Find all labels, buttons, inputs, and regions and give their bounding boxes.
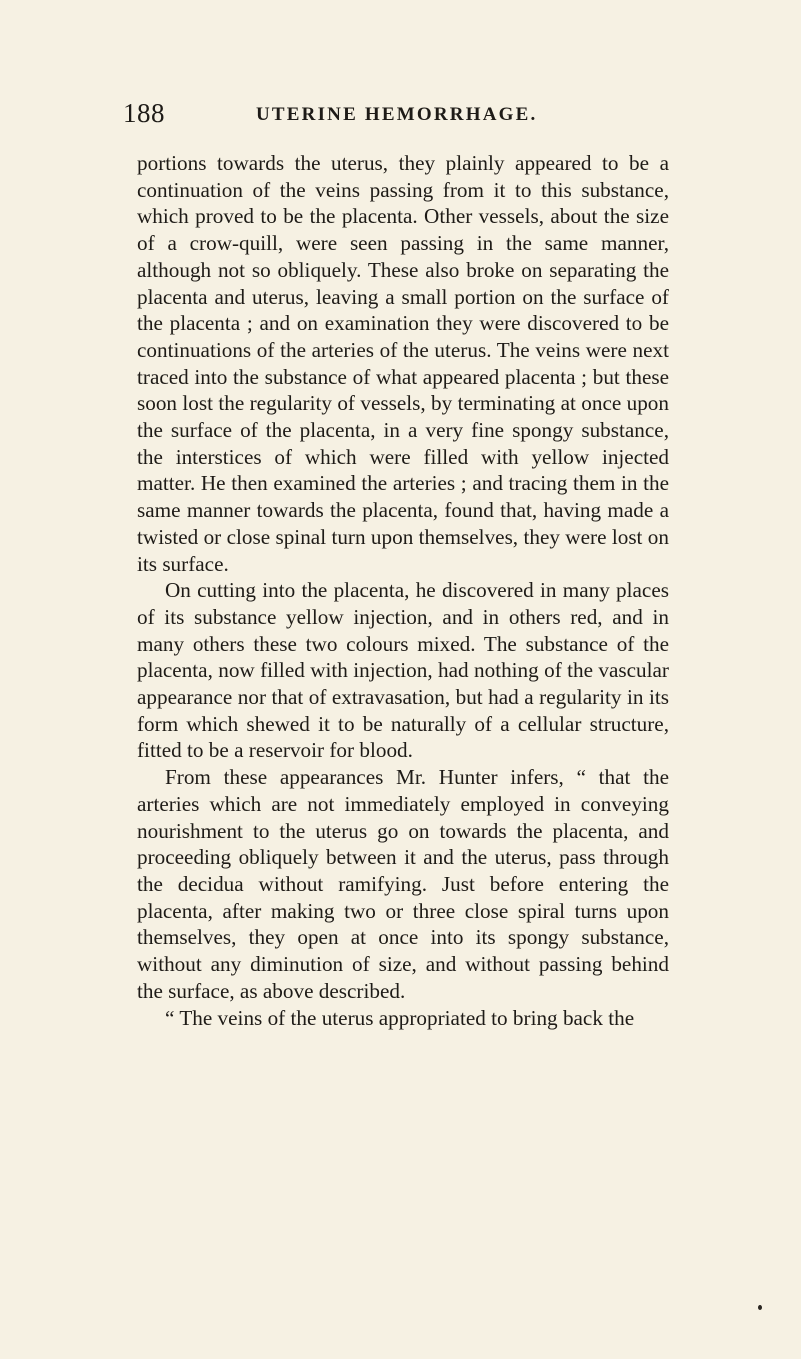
paragraph: From these appearances Mr. Hunter infers, “ that the arteries which are not immediately employed in conveying nourishment to the uterus go on towards the placenta, and proceeding obliquely between it and the uterus, pass through the decidua without ramifying. Just before entering the placenta, after making two or three close spiral turns upon themselves, they open at once into its spongy substance, without any diminution of size, and without passing behind the surface, as above described. xyxy=(137,765,669,1003)
page-header xyxy=(0,98,801,138)
paragraph: “ The veins of the uterus appropriated to bring back the xyxy=(165,1005,635,1030)
print-speck xyxy=(758,1305,762,1310)
paragraph: portions towards the uterus, they plainly appeared to be a continuation of the veins passing from it to this substance, which proved to be the placenta. Other vessels, about the size of a crow-quill, were seen passing in the same manner, although not so obliquely. These also broke on separating the placenta and uterus, leaving a small portion on the surface of the placenta ; and on examination they were discovered to be continuations of the arteries of the uterus. The veins were next traced into the substance of what appeared placenta ; but these soon lost the regularity of vessels, by terminating at once upon the surface of the placenta, in a very fine spongy substance, the interstices of which were filled with yellow injected matter. He then examined the arteries ; and tracing them in the same manner towards the placenta, found that, having made a twisted or close spinal turn upon themselves, they were lost on its surface. xyxy=(137,151,669,576)
body-text xyxy=(137,150,669,1031)
paragraph: On cutting into the placenta, he discovered in many places of its substance yellow injection, and in others red, and in many others these two colours mixed. The substance of the placenta, now filled with injection, had nothing of the vascular appearance nor that of extravasation, but had a regularity in its form which shewed it to be naturally of a cellular structure, fitted to be a reservoir for blood. xyxy=(137,578,669,763)
running-head: UTERINE HEMORRHAGE. xyxy=(256,104,538,125)
page-number: 188 xyxy=(123,98,165,128)
